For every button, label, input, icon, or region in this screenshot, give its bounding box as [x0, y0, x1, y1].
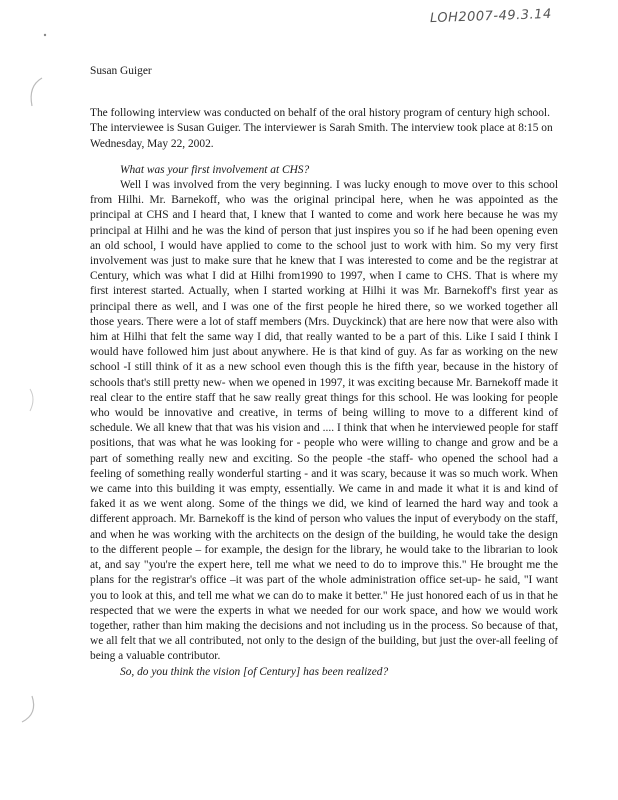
answer-1: Well I was involved from the very beginning. I was lucky enough to move over to this school from Hilhi. Mr. Barnekoff, who was the original principal here, when he was appointed as the principal at CHS and I heard that, I knew that I wanted to come and work here because he was my principal at Hilhi and he was the kind of person that just inspires you so if he had been opening even an old school, I would have applied to come to the school just to work with him. So my very first involvement was just to make sure that he knew that I was interested to come and be the registrar at Century, which was what I did at Hilhi from1990 to 1997, when I came to CHS. That is where my first interest started. Actually, when I started working at Hilhi it was Mr. Barnekoff's first year as principal there as well, and I was one of the first people he hired there, so we worked together all those years. There were a lot of staff members (Mrs. Duyckinck) that are here now that were also with him at Hilhi that felt the same way I did, that really wanted to be a part of this. Like I said I think I would have followed him just about anywhere. He is that kind of guy. As far as working on the new school -I still think of it as a new school even though this is the fifth year, because in the history of schools that's still pretty new- when we opened in 1997, it was exciting because Mr. Barnekoff made it real clear to the entire staff that he saw really great things for this school. He was looking for people who would be innovative and creative, in terms of being willing to move to a different kind of schedule. We all knew that that was his vision and .... I think that when he interviewed people for staff positions, that was what he was looking for - people who were willing to change and grow and be a part of something really new and exciting. So the people -the staff- who opened the school had a feeling of something really wonderful starting - and it was scary, because it was so much work. When we came into this building it was empty, essentially. We came in and made it what it is and kind of faked it as we went along. Some of the things we did, we kind of learned the hard way and took a different approach. Mr. Barnekoff is the kind of person who values the input of everybody on the staff, and when he was working with the architects on the design of the building, he would take the design to the different people – for example, the design for the library, he would take to the librarian to look at, and say "you're the expert here, tell me what we need to do to improve this." He brought me the plans for the registrar's office –it was part of the whole administration office set-up- he said, "I want you to look at this, and tell me what we can do to make it better." He just honored each of us in that he respected that we were the experts in what we needed for our work space, and how we would work together, rather than him making the decisions and not including us in the process. So because of that, we all felt that we all contributed, not only to the design of the building, but just the over-all feeling of being a valuable contributor. — [90, 179, 558, 663]
accession-number: LOH2007-49.3.14 — [429, 6, 552, 27]
binder-hole-bottom — [14, 692, 42, 728]
interviewee-name: Susan Guiger — [90, 65, 152, 77]
binder-hole-middle — [22, 385, 38, 415]
question-1: What was your first involvement at CHS? — [120, 163, 310, 176]
question-2: So, do you think the vision [of Century] has been realized? — [120, 665, 389, 678]
scan-mark-top — [40, 30, 50, 40]
intro-paragraph: The following interview was conducted on behalf of the oral history program of century high school. The interviewee is Susan Guiger. The interviewer is Sarah Smith. The interview took place at 8:15 on Wednesday, May 22, 2002. — [90, 107, 553, 150]
binder-hole-top — [22, 72, 48, 112]
document-body — [90, 64, 558, 680]
